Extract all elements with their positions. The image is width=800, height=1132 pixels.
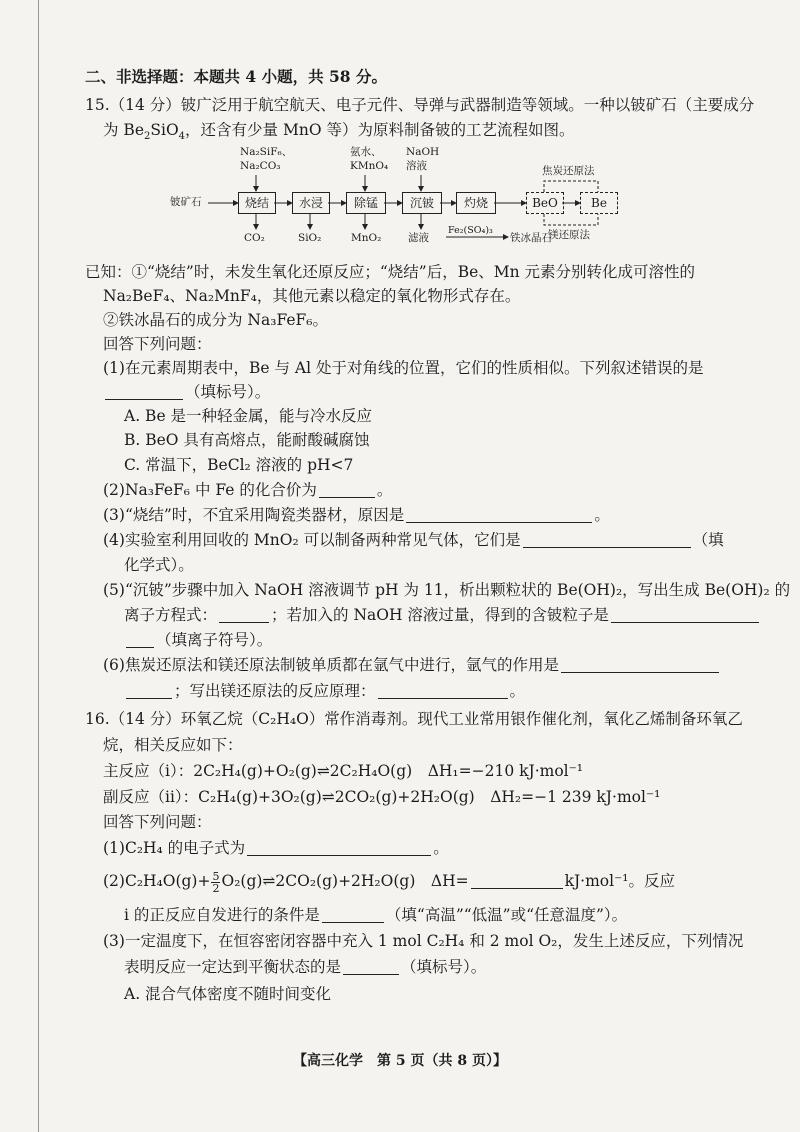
q15-part1: (1)在元素周期表中，Be 与 Al 处于对角线的位置，它们的性质相似。下列叙述错误的是 <box>103 359 704 377</box>
output-sio2: SiO₂ <box>298 232 322 244</box>
q15-part5: (5)“沉铍”步骤中加入 NaOH 溶液调节 pH 为 11，析出颗粒状的 Be(OH)₂，写出生成 Be(OH)₂ 的 <box>103 581 791 599</box>
answer-blank[interactable] <box>322 906 384 923</box>
q15-answer-prompt: 回答下列问题： <box>103 335 212 353</box>
q15-known-2: Na₂BeF₄、Na₂MnF₄，其他元素以稳定的氧化物形式存在。 <box>103 287 521 305</box>
page-footer: 【高三化学 第 5 页（共 8 页）】 <box>293 1053 507 1069</box>
product-beo: BeO <box>526 192 564 214</box>
q16-part3: (3)一定温度下，在恒容密闭容器中充入 1 mol C₂H₄ 和 2 mol O₂，发生上述反应，下列情况 <box>103 932 744 950</box>
q15-part4-cont: 化学式）。 <box>124 556 194 574</box>
q15-option-a: A. Be 是一种轻金属，能与冷水反应 <box>124 407 373 425</box>
answer-blank[interactable] <box>105 383 183 400</box>
answer-blank[interactable] <box>378 682 508 699</box>
reagent-4b: 溶液 <box>406 160 427 172</box>
answer-blank[interactable] <box>319 481 375 498</box>
q15-option-c: C. 常温下，BeCl₂ 溶液的 pH<7 <box>124 456 354 474</box>
method-coke: 焦炭还原法 <box>542 165 595 177</box>
q15-line2: 为 $Be_2SiO_4$，还含有少量 MnO 等）为原料制备铍的工艺流程如图。 <box>103 121 575 143</box>
step-remove-mn: 除锰 <box>346 192 386 214</box>
answer-blank[interactable] <box>219 606 269 623</box>
answer-blank[interactable] <box>126 631 154 648</box>
section-heading: 二、非选择题：本题共 4 小题，共 58 分。 <box>85 67 387 86</box>
output-mno2: MnO₂ <box>351 232 382 244</box>
step-calcine: 灼烧 <box>456 192 496 214</box>
q16-part2-cont: ⅰ 的正反应自发进行的条件是 （填“高温”“低温”或“任意温度”）。 <box>124 906 628 924</box>
answer-blank[interactable] <box>247 839 431 856</box>
q15-known-3: ②铁冰晶石的成分为 Na₃FeF₆。 <box>103 311 328 329</box>
page-edge <box>38 0 39 1132</box>
step-water-leach: 水浸 <box>292 192 330 214</box>
answer-blank[interactable] <box>126 682 172 699</box>
step-sinter: 烧结 <box>238 192 276 214</box>
q15-line1: 15.（14 分）铍广泛用于航空航天、电子元件、导弹与武器制造等领域。一种以铍矿石（主要成分 <box>85 96 755 114</box>
q15-part6: (6)焦炭还原法和镁还原法制铍单质都在氩气中进行，氩气的作用是 <box>103 654 721 676</box>
q16-main-reaction: 主反应（ⅰ）：2C₂H₄(g)+O₂(g)⇌2C₂H₄O(g) ΔH₁=−210 kJ·mol⁻¹ <box>103 762 584 780</box>
q15-part1-blank-line: （填标号）。 <box>103 381 270 403</box>
q16-option-a: A. 混合气体密度不随时间变化 <box>124 985 332 1003</box>
answer-blank[interactable] <box>343 958 399 975</box>
product-be: Be <box>580 192 618 214</box>
q16-part2: (2)C₂H₄O(g)+ $\frac{5}{2}$ O₂(g)⇌2CO₂(g)+2H₂O(g) ΔH= kJ·mol⁻¹。反应 <box>103 869 675 895</box>
reagent-3b: KMnO₄ <box>350 160 389 172</box>
output-co2: CO₂ <box>244 232 265 244</box>
reagent-1a: Na₂SiF₆、 <box>240 146 293 158</box>
q16-answer-prompt: 回答下列问题： <box>103 813 212 831</box>
method-magnesium: 镁还原法 <box>548 229 590 241</box>
reagent-fe2so43: Fe₂(SO₄)₃ <box>448 225 493 236</box>
q15-part4: (4)实验室利用回收的 MnO₂ 可以制备两种常见气体，它们是 （填 <box>103 531 724 549</box>
step-precipitate-be: 沉铍 <box>402 192 442 214</box>
ore-label: 铍矿石 <box>170 196 202 208</box>
reagent-3a: 氨水、 <box>350 146 382 158</box>
output-filtrate: 滤液 <box>408 232 429 244</box>
q16-part3-cont: 表明反应一定达到平衡状态的是 （填标号）。 <box>124 958 487 976</box>
q15-option-b: B. BeO 具有高熔点，能耐酸碱腐蚀 <box>124 431 370 449</box>
q15-part2: (2)Na₃FeF₆ 中 Fe 的化合价为 。 <box>103 481 393 499</box>
output-cryolite: 铁冰晶石 <box>510 232 552 244</box>
q16-line2: 烷，相关反应如下： <box>103 736 243 754</box>
q15-part6-cont: ；写出镁还原法的反应原理： 。 <box>124 680 525 702</box>
answer-blank[interactable] <box>406 506 592 523</box>
q16-side-reaction: 副反应（ⅱ）：C₂H₄(g)+3O₂(g)⇌2CO₂(g)+2H₂O(g) ΔH₂=−1 239 kJ·mol⁻¹ <box>103 788 661 806</box>
q15-part3: (3)“烧结”时，不宜采用陶瓷类器材，原因是 。 <box>103 506 610 524</box>
q15-known-1: 已知：①“烧结”时，未发生氧化还原反应；“烧结”后，Be、Mn 元素分别转化成可溶性的 <box>85 263 696 281</box>
reagent-1b: Na₂CO₃ <box>240 160 281 172</box>
answer-blank[interactable] <box>611 606 759 623</box>
q15-part5-cont: 离子方程式： ；若加入的 NaOH 溶液过量，得到的含铍粒子是 <box>124 604 761 626</box>
q16-part1: (1)C₂H₄ 的电子式为 。 <box>103 839 449 857</box>
fraction-five-halves: $\frac{5}{2}$ <box>212 869 220 895</box>
answer-blank[interactable] <box>523 531 691 548</box>
answer-blank[interactable] <box>561 656 719 673</box>
process-flow-chart <box>170 143 640 255</box>
answer-blank[interactable] <box>471 872 563 889</box>
reagent-4a: NaOH <box>406 146 440 158</box>
q16-line1: 16.（14 分）环氧乙烷（C₂H₄O）常作消毒剂。现代工业常用银作催化剂，氧化乙烯制备环氧乙 <box>85 710 743 728</box>
q15-part5-cont2: （填离子符号）。 <box>124 629 272 651</box>
